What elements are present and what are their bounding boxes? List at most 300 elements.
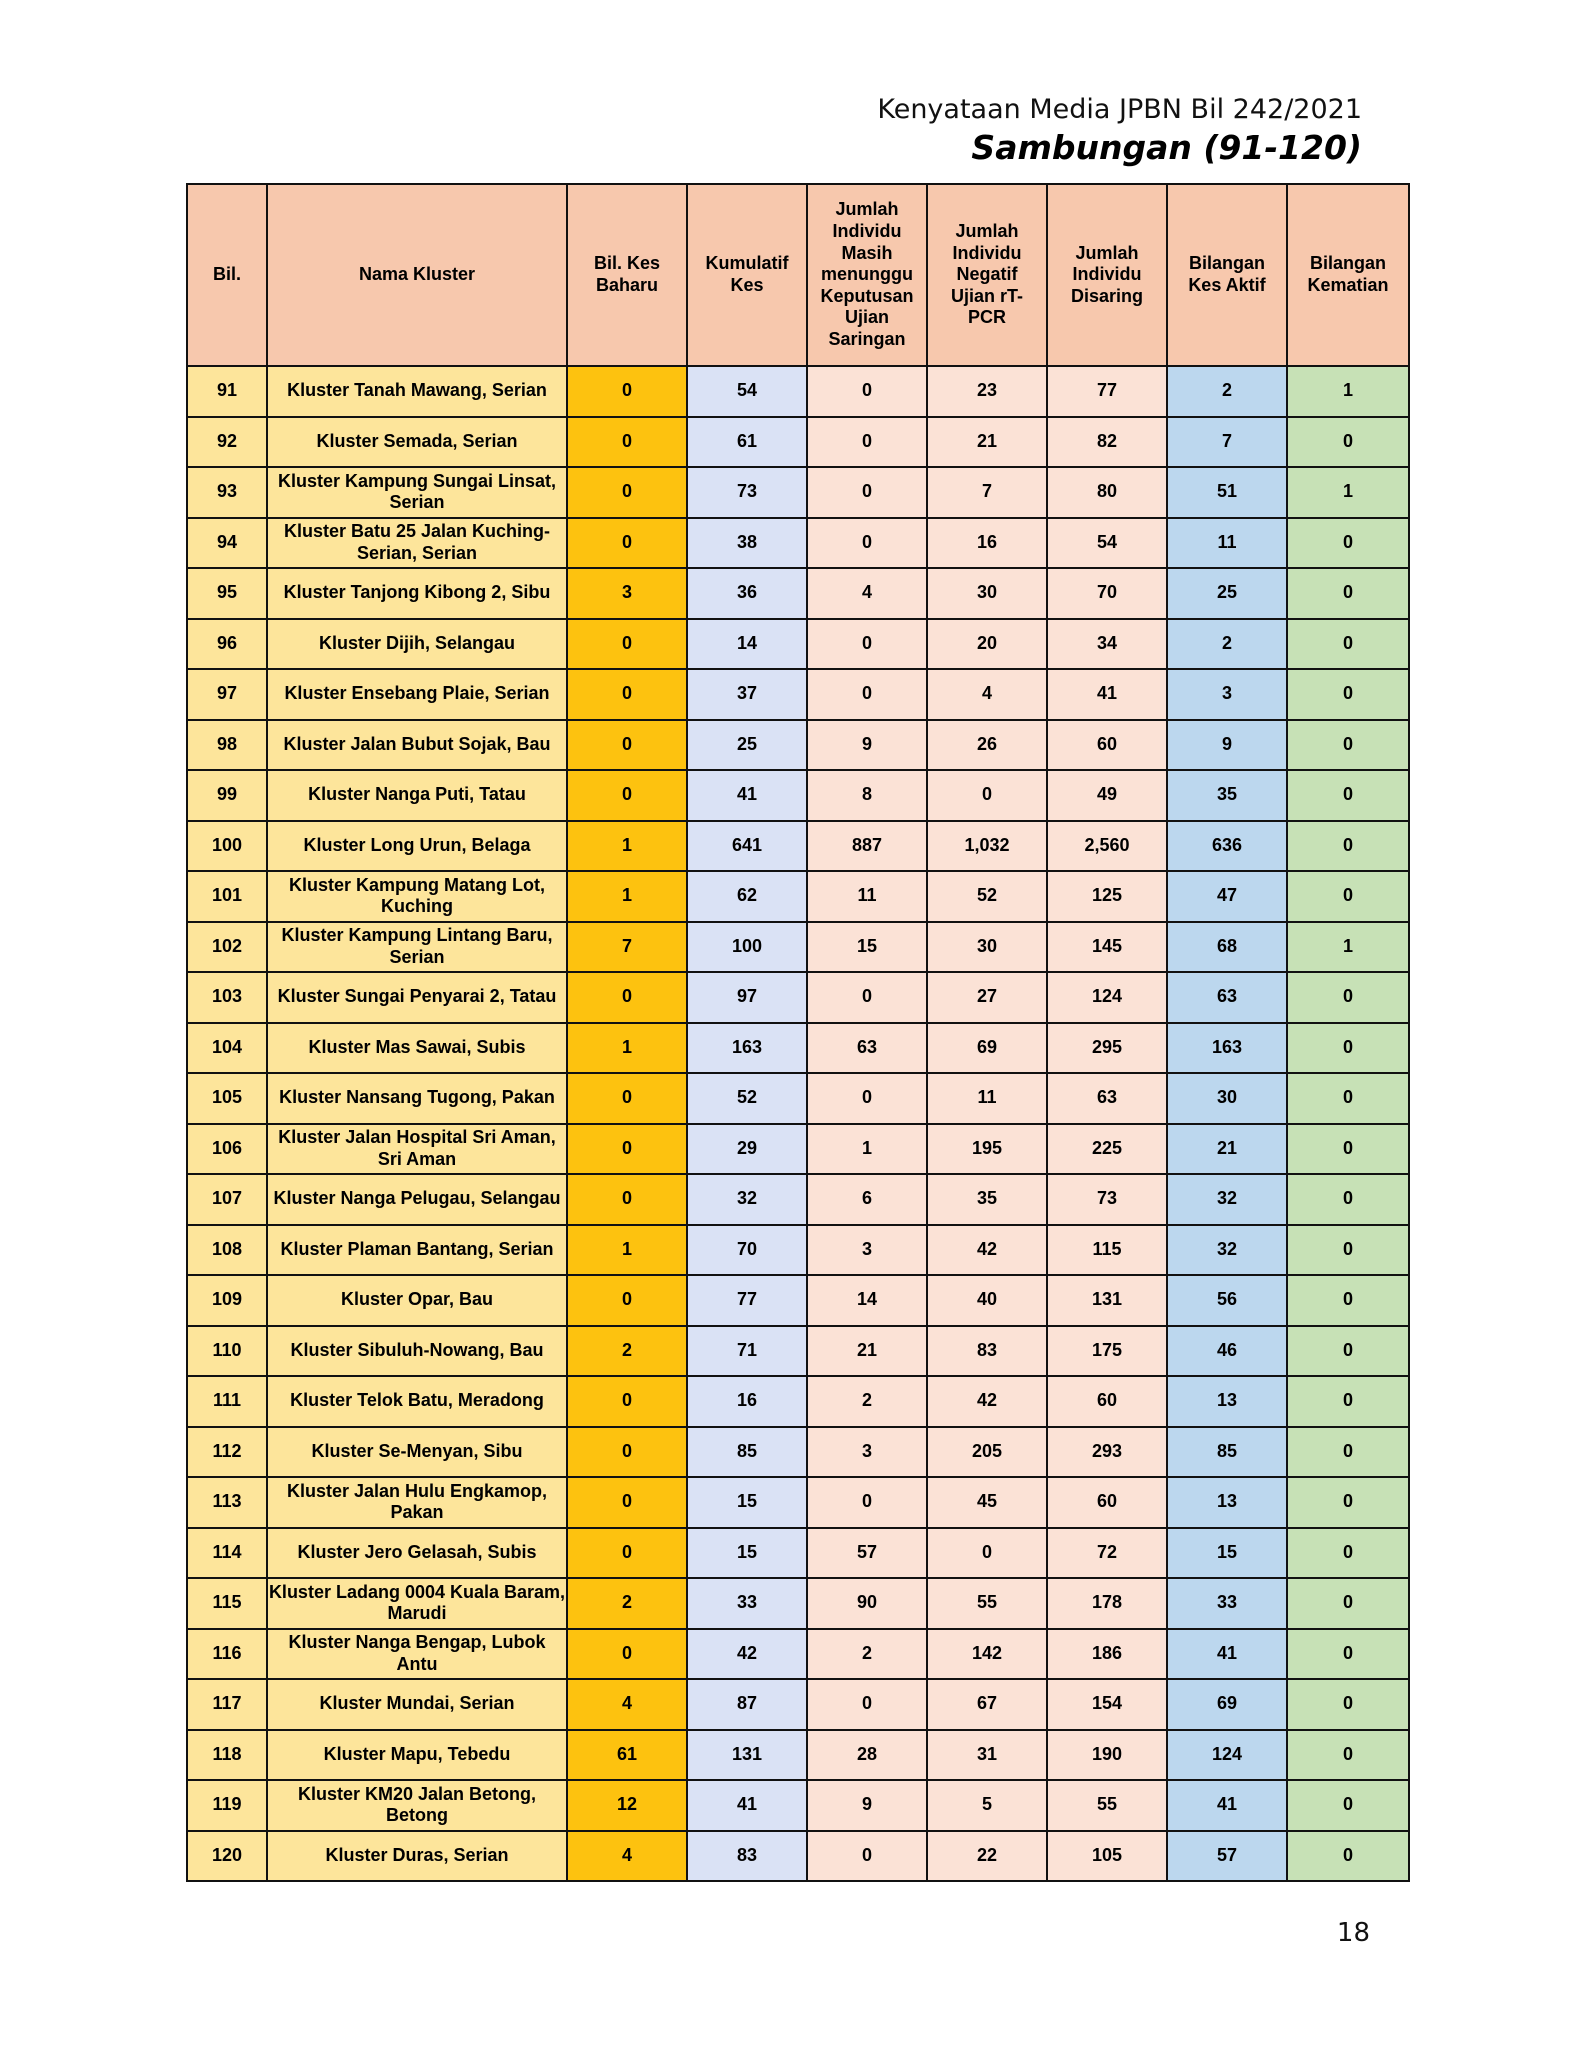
cell-bil: 119	[187, 1780, 267, 1831]
cell-kes-baharu: 0	[567, 1427, 687, 1478]
cell-disaring: 295	[1047, 1023, 1167, 1074]
cell-kes-baharu: 0	[567, 417, 687, 468]
cell-kumulatif-kes: 61	[687, 417, 807, 468]
cell-nama-kluster: Kluster Tanjong Kibong 2, Sibu	[267, 568, 567, 619]
cell-bil: 97	[187, 669, 267, 720]
cell-disaring: 77	[1047, 366, 1167, 417]
cell-kes-aktif: 51	[1167, 467, 1287, 518]
cell-kes-baharu: 1	[567, 1225, 687, 1276]
cell-kumulatif-kes: 15	[687, 1528, 807, 1579]
document-subtitle: Sambungan (91-120)	[971, 128, 1362, 167]
page-number: 18	[1336, 1918, 1370, 1948]
cell-negatif-rtpcr: 52	[927, 871, 1047, 922]
cell-kumulatif-kes: 100	[687, 922, 807, 973]
cell-kumulatif-kes: 37	[687, 669, 807, 720]
cell-disaring: 60	[1047, 1376, 1167, 1427]
cell-kes-baharu: 0	[567, 669, 687, 720]
cell-bil: 102	[187, 922, 267, 973]
cell-nama-kluster: Kluster Jero Gelasah, Subis	[267, 1528, 567, 1579]
cell-kes-aktif: 32	[1167, 1174, 1287, 1225]
cell-negatif-rtpcr: 83	[927, 1326, 1047, 1377]
cell-kes-aktif: 46	[1167, 1326, 1287, 1377]
cell-bil: 99	[187, 770, 267, 821]
cell-bil: 103	[187, 972, 267, 1023]
cell-kes-aktif: 2	[1167, 619, 1287, 670]
cell-kumulatif-kes: 42	[687, 1629, 807, 1680]
cell-kumulatif-kes: 62	[687, 871, 807, 922]
cell-kumulatif-kes: 41	[687, 1780, 807, 1831]
cell-disaring: 60	[1047, 720, 1167, 771]
cell-disaring: 73	[1047, 1174, 1167, 1225]
column-header-kes-baharu: Bil. Kes Baharu	[567, 184, 687, 366]
cell-kematian: 0	[1287, 1730, 1409, 1781]
cell-disaring: 72	[1047, 1528, 1167, 1579]
cell-kes-baharu: 2	[567, 1578, 687, 1629]
cell-menunggu-keputusan: 2	[807, 1376, 927, 1427]
table-row	[187, 1427, 1409, 1478]
cell-negatif-rtpcr: 45	[927, 1477, 1047, 1528]
cell-kematian: 0	[1287, 1376, 1409, 1427]
cell-negatif-rtpcr: 7	[927, 467, 1047, 518]
cell-kes-aktif: 30	[1167, 1073, 1287, 1124]
table-row	[187, 669, 1409, 720]
cell-kes-aktif: 85	[1167, 1427, 1287, 1478]
cell-bil: 107	[187, 1174, 267, 1225]
cell-nama-kluster: Kluster Se-Menyan, Sibu	[267, 1427, 567, 1478]
cell-kes-baharu: 0	[567, 972, 687, 1023]
cell-menunggu-keputusan: 0	[807, 619, 927, 670]
cell-kematian: 0	[1287, 1578, 1409, 1629]
cell-nama-kluster: Kluster Mapu, Tebedu	[267, 1730, 567, 1781]
cell-nama-kluster: Kluster Nanga Bengap, Lubok Antu	[267, 1629, 567, 1680]
cell-disaring: 70	[1047, 568, 1167, 619]
cell-nama-kluster: Kluster Kampung Lintang Baru, Serian	[267, 922, 567, 973]
cell-kematian: 0	[1287, 1629, 1409, 1680]
cell-kes-aktif: 32	[1167, 1225, 1287, 1276]
table-row	[187, 770, 1409, 821]
table-row	[187, 1124, 1409, 1175]
cell-kes-aktif: 13	[1167, 1477, 1287, 1528]
cell-kematian: 0	[1287, 1326, 1409, 1377]
cell-kumulatif-kes: 73	[687, 467, 807, 518]
cell-nama-kluster: Kluster Kampung Sungai Linsat, Serian	[267, 467, 567, 518]
cell-kematian: 0	[1287, 1174, 1409, 1225]
cell-nama-kluster: Kluster Nanga Pelugau, Selangau	[267, 1174, 567, 1225]
cell-kes-aktif: 56	[1167, 1275, 1287, 1326]
cell-nama-kluster: Kluster Batu 25 Jalan Kuching-Serian, Serian	[267, 518, 567, 569]
column-header-nama-kluster: Nama Kluster	[267, 184, 567, 366]
cell-kes-baharu: 0	[567, 1376, 687, 1427]
cell-kes-baharu: 61	[567, 1730, 687, 1781]
cell-nama-kluster: Kluster Long Urun, Belaga	[267, 821, 567, 872]
cell-bil: 120	[187, 1831, 267, 1882]
cell-disaring: 125	[1047, 871, 1167, 922]
cluster-table	[186, 183, 1410, 1882]
cell-kematian: 0	[1287, 821, 1409, 872]
cell-disaring: 186	[1047, 1629, 1167, 1680]
table-row	[187, 1275, 1409, 1326]
cell-nama-kluster: Kluster Plaman Bantang, Serian	[267, 1225, 567, 1276]
cell-nama-kluster: Kluster Opar, Bau	[267, 1275, 567, 1326]
cell-negatif-rtpcr: 1,032	[927, 821, 1047, 872]
cell-kematian: 0	[1287, 1831, 1409, 1882]
cell-menunggu-keputusan: 0	[807, 1679, 927, 1730]
cell-disaring: 131	[1047, 1275, 1167, 1326]
cell-menunggu-keputusan: 0	[807, 1073, 927, 1124]
table-row	[187, 1225, 1409, 1276]
cell-kes-baharu: 1	[567, 821, 687, 872]
cell-nama-kluster: Kluster Jalan Hospital Sri Aman, Sri Aman	[267, 1124, 567, 1175]
cell-bil: 100	[187, 821, 267, 872]
cell-disaring: 145	[1047, 922, 1167, 973]
cell-kes-baharu: 0	[567, 1629, 687, 1680]
cell-disaring: 105	[1047, 1831, 1167, 1882]
cell-menunggu-keputusan: 0	[807, 1831, 927, 1882]
cell-bil: 118	[187, 1730, 267, 1781]
cell-negatif-rtpcr: 11	[927, 1073, 1047, 1124]
column-header-negatif-rtpcr: Jumlah Individu Negatif Ujian rT-PCR	[927, 184, 1047, 366]
cell-kes-aktif: 124	[1167, 1730, 1287, 1781]
cell-bil: 96	[187, 619, 267, 670]
table-row	[187, 619, 1409, 670]
cell-kematian: 0	[1287, 1275, 1409, 1326]
table-row	[187, 972, 1409, 1023]
cell-kes-aktif: 11	[1167, 518, 1287, 569]
cell-negatif-rtpcr: 30	[927, 568, 1047, 619]
table-row	[187, 1023, 1409, 1074]
cell-kes-baharu: 0	[567, 619, 687, 670]
cell-menunggu-keputusan: 4	[807, 568, 927, 619]
cell-negatif-rtpcr: 31	[927, 1730, 1047, 1781]
cell-menunggu-keputusan: 21	[807, 1326, 927, 1377]
cell-kumulatif-kes: 52	[687, 1073, 807, 1124]
cell-disaring: 55	[1047, 1780, 1167, 1831]
table-row	[187, 518, 1409, 569]
cell-bil: 116	[187, 1629, 267, 1680]
cell-nama-kluster: Kluster Mas Sawai, Subis	[267, 1023, 567, 1074]
cell-kematian: 0	[1287, 568, 1409, 619]
cell-kumulatif-kes: 77	[687, 1275, 807, 1326]
table-row	[187, 1730, 1409, 1781]
table-row	[187, 922, 1409, 973]
cell-kes-aktif: 68	[1167, 922, 1287, 973]
cell-kematian: 0	[1287, 1225, 1409, 1276]
cell-kes-baharu: 1	[567, 1023, 687, 1074]
table-header-row	[187, 184, 1409, 366]
cell-kematian: 0	[1287, 770, 1409, 821]
cell-kes-baharu: 0	[567, 1477, 687, 1528]
cell-kumulatif-kes: 97	[687, 972, 807, 1023]
cell-kes-aktif: 57	[1167, 1831, 1287, 1882]
cell-kumulatif-kes: 14	[687, 619, 807, 670]
cell-kematian: 0	[1287, 1073, 1409, 1124]
cell-menunggu-keputusan: 2	[807, 1629, 927, 1680]
cell-disaring: 225	[1047, 1124, 1167, 1175]
cell-menunggu-keputusan: 0	[807, 669, 927, 720]
cell-negatif-rtpcr: 0	[927, 770, 1047, 821]
cell-disaring: 293	[1047, 1427, 1167, 1478]
cell-kes-baharu: 7	[567, 922, 687, 973]
cell-kes-baharu: 0	[567, 467, 687, 518]
column-header-menunggu-keputusan: Jumlah Individu Masih menunggu Keputusan Ujian Saringan	[807, 184, 927, 366]
cell-negatif-rtpcr: 40	[927, 1275, 1047, 1326]
cell-nama-kluster: Kluster Sungai Penyarai 2, Tatau	[267, 972, 567, 1023]
cell-disaring: 41	[1047, 669, 1167, 720]
cell-disaring: 190	[1047, 1730, 1167, 1781]
cell-kumulatif-kes: 54	[687, 366, 807, 417]
cell-kes-baharu: 0	[567, 1124, 687, 1175]
cell-negatif-rtpcr: 67	[927, 1679, 1047, 1730]
cell-kes-baharu: 4	[567, 1831, 687, 1882]
cell-menunggu-keputusan: 9	[807, 720, 927, 771]
cell-kumulatif-kes: 16	[687, 1376, 807, 1427]
cell-disaring: 80	[1047, 467, 1167, 518]
cell-menunggu-keputusan: 0	[807, 1477, 927, 1528]
cell-kes-aktif: 3	[1167, 669, 1287, 720]
cell-kes-baharu: 3	[567, 568, 687, 619]
cell-kes-baharu: 0	[567, 1073, 687, 1124]
cell-kematian: 0	[1287, 871, 1409, 922]
cell-negatif-rtpcr: 5	[927, 1780, 1047, 1831]
cell-kes-aktif: 163	[1167, 1023, 1287, 1074]
cell-kes-baharu: 12	[567, 1780, 687, 1831]
cell-kematian: 0	[1287, 720, 1409, 771]
cell-kematian: 0	[1287, 1679, 1409, 1730]
cell-negatif-rtpcr: 55	[927, 1578, 1047, 1629]
cell-kematian: 0	[1287, 1528, 1409, 1579]
cell-bil: 109	[187, 1275, 267, 1326]
table-row	[187, 1376, 1409, 1427]
cell-kes-baharu: 0	[567, 770, 687, 821]
cell-kes-aktif: 41	[1167, 1780, 1287, 1831]
table-row	[187, 1679, 1409, 1730]
cell-negatif-rtpcr: 142	[927, 1629, 1047, 1680]
table-row	[187, 568, 1409, 619]
cell-kes-aktif: 2	[1167, 366, 1287, 417]
cell-disaring: 49	[1047, 770, 1167, 821]
cell-bil: 92	[187, 417, 267, 468]
cell-kumulatif-kes: 29	[687, 1124, 807, 1175]
cell-disaring: 34	[1047, 619, 1167, 670]
table-row	[187, 1831, 1409, 1882]
cell-kumulatif-kes: 33	[687, 1578, 807, 1629]
cell-kes-baharu: 0	[567, 1275, 687, 1326]
cell-negatif-rtpcr: 35	[927, 1174, 1047, 1225]
table-row	[187, 1629, 1409, 1680]
cell-bil: 94	[187, 518, 267, 569]
table-row	[187, 417, 1409, 468]
cell-menunggu-keputusan: 57	[807, 1528, 927, 1579]
cell-kes-aktif: 25	[1167, 568, 1287, 619]
cell-menunggu-keputusan: 1	[807, 1124, 927, 1175]
cell-bil: 115	[187, 1578, 267, 1629]
cell-disaring: 178	[1047, 1578, 1167, 1629]
cell-kes-baharu: 0	[567, 1174, 687, 1225]
cell-negatif-rtpcr: 16	[927, 518, 1047, 569]
cell-kes-aktif: 15	[1167, 1528, 1287, 1579]
cell-menunggu-keputusan: 11	[807, 871, 927, 922]
cell-menunggu-keputusan: 0	[807, 417, 927, 468]
cell-nama-kluster: Kluster Sibuluh-Nowang, Bau	[267, 1326, 567, 1377]
cell-kes-baharu: 2	[567, 1326, 687, 1377]
cell-nama-kluster: Kluster Jalan Hulu Engkamop, Pakan	[267, 1477, 567, 1528]
cell-nama-kluster: Kluster Tanah Mawang, Serian	[267, 366, 567, 417]
cell-kematian: 0	[1287, 1477, 1409, 1528]
cell-disaring: 154	[1047, 1679, 1167, 1730]
cell-kumulatif-kes: 36	[687, 568, 807, 619]
cell-bil: 112	[187, 1427, 267, 1478]
cell-negatif-rtpcr: 42	[927, 1225, 1047, 1276]
document-reference: Kenyataan Media JPBN Bil 242/2021	[877, 94, 1362, 125]
cell-kes-aktif: 35	[1167, 770, 1287, 821]
cell-kes-aktif: 63	[1167, 972, 1287, 1023]
cell-kes-baharu: 1	[567, 871, 687, 922]
cell-menunggu-keputusan: 3	[807, 1427, 927, 1478]
cell-kumulatif-kes: 32	[687, 1174, 807, 1225]
cell-kumulatif-kes: 83	[687, 1831, 807, 1882]
table-row	[187, 1174, 1409, 1225]
table-row	[187, 821, 1409, 872]
column-header-kes-aktif: Bilangan Kes Aktif	[1167, 184, 1287, 366]
cell-kes-aktif: 636	[1167, 821, 1287, 872]
table-row	[187, 720, 1409, 771]
cell-kumulatif-kes: 41	[687, 770, 807, 821]
cell-negatif-rtpcr: 205	[927, 1427, 1047, 1478]
cell-nama-kluster: Kluster Dijih, Selangau	[267, 619, 567, 670]
cell-bil: 93	[187, 467, 267, 518]
cell-kumulatif-kes: 15	[687, 1477, 807, 1528]
table-row	[187, 1477, 1409, 1528]
cell-kumulatif-kes: 131	[687, 1730, 807, 1781]
cell-negatif-rtpcr: 20	[927, 619, 1047, 670]
cell-menunggu-keputusan: 887	[807, 821, 927, 872]
cell-kematian: 1	[1287, 366, 1409, 417]
cell-kes-aktif: 69	[1167, 1679, 1287, 1730]
cell-disaring: 82	[1047, 417, 1167, 468]
cell-bil: 101	[187, 871, 267, 922]
cell-kes-baharu: 0	[567, 518, 687, 569]
cell-negatif-rtpcr: 30	[927, 922, 1047, 973]
cell-kumulatif-kes: 641	[687, 821, 807, 872]
cell-kes-baharu: 4	[567, 1679, 687, 1730]
cell-negatif-rtpcr: 195	[927, 1124, 1047, 1175]
cell-kematian: 0	[1287, 669, 1409, 720]
cell-kematian: 0	[1287, 1124, 1409, 1175]
cell-kematian: 0	[1287, 1023, 1409, 1074]
cell-nama-kluster: Kluster Nansang Tugong, Pakan	[267, 1073, 567, 1124]
table-row	[187, 1780, 1409, 1831]
cell-kematian: 0	[1287, 1780, 1409, 1831]
cell-nama-kluster: Kluster Semada, Serian	[267, 417, 567, 468]
cell-kes-baharu: 0	[567, 1528, 687, 1579]
cell-nama-kluster: Kluster Mundai, Serian	[267, 1679, 567, 1730]
table-row	[187, 1073, 1409, 1124]
cell-kes-aktif: 13	[1167, 1376, 1287, 1427]
cell-nama-kluster: Kluster Ladang 0004 Kuala Baram, Marudi	[267, 1578, 567, 1629]
cell-negatif-rtpcr: 69	[927, 1023, 1047, 1074]
column-header-disaring: Jumlah Individu Disaring	[1047, 184, 1167, 366]
cell-menunggu-keputusan: 8	[807, 770, 927, 821]
cell-negatif-rtpcr: 42	[927, 1376, 1047, 1427]
cell-nama-kluster: Kluster Ensebang Plaie, Serian	[267, 669, 567, 720]
cell-menunggu-keputusan: 63	[807, 1023, 927, 1074]
cell-kumulatif-kes: 163	[687, 1023, 807, 1074]
cell-negatif-rtpcr: 22	[927, 1831, 1047, 1882]
cell-menunggu-keputusan: 0	[807, 366, 927, 417]
cell-negatif-rtpcr: 4	[927, 669, 1047, 720]
column-header-bil: Bil.	[187, 184, 267, 366]
cell-nama-kluster: Kluster Duras, Serian	[267, 1831, 567, 1882]
cell-menunggu-keputusan: 14	[807, 1275, 927, 1326]
table-body	[187, 366, 1409, 1881]
cell-bil: 111	[187, 1376, 267, 1427]
cell-nama-kluster: Kluster KM20 Jalan Betong, Betong	[267, 1780, 567, 1831]
cell-disaring: 54	[1047, 518, 1167, 569]
cell-kumulatif-kes: 25	[687, 720, 807, 771]
cell-menunggu-keputusan: 90	[807, 1578, 927, 1629]
cell-kumulatif-kes: 70	[687, 1225, 807, 1276]
cell-menunggu-keputusan: 3	[807, 1225, 927, 1276]
cell-negatif-rtpcr: 0	[927, 1528, 1047, 1579]
cell-kes-aktif: 21	[1167, 1124, 1287, 1175]
table-row	[187, 366, 1409, 417]
cell-disaring: 63	[1047, 1073, 1167, 1124]
cell-menunggu-keputusan: 9	[807, 1780, 927, 1831]
column-header-kematian: Bilangan Kematian	[1287, 184, 1409, 366]
cell-kes-aktif: 47	[1167, 871, 1287, 922]
cell-bil: 95	[187, 568, 267, 619]
cell-disaring: 175	[1047, 1326, 1167, 1377]
column-header-kumulatif-kes: Kumulatif Kes	[687, 184, 807, 366]
cell-bil: 114	[187, 1528, 267, 1579]
table-row	[187, 467, 1409, 518]
cell-kes-aktif: 7	[1167, 417, 1287, 468]
cell-disaring: 124	[1047, 972, 1167, 1023]
table-row	[187, 1578, 1409, 1629]
table-row	[187, 871, 1409, 922]
cell-disaring: 115	[1047, 1225, 1167, 1276]
cell-negatif-rtpcr: 26	[927, 720, 1047, 771]
cell-nama-kluster: Kluster Kampung Matang Lot, Kuching	[267, 871, 567, 922]
cell-kematian: 0	[1287, 417, 1409, 468]
cell-kematian: 0	[1287, 1427, 1409, 1478]
cell-nama-kluster: Kluster Nanga Puti, Tatau	[267, 770, 567, 821]
cell-kematian: 0	[1287, 972, 1409, 1023]
table-row	[187, 1326, 1409, 1377]
cell-kematian: 1	[1287, 467, 1409, 518]
cell-bil: 113	[187, 1477, 267, 1528]
cell-nama-kluster: Kluster Telok Batu, Meradong	[267, 1376, 567, 1427]
cell-disaring: 60	[1047, 1477, 1167, 1528]
cell-menunggu-keputusan: 0	[807, 467, 927, 518]
cell-menunggu-keputusan: 0	[807, 972, 927, 1023]
cell-bil: 108	[187, 1225, 267, 1276]
cell-bil: 106	[187, 1124, 267, 1175]
cell-bil: 98	[187, 720, 267, 771]
table-row	[187, 1528, 1409, 1579]
cell-bil: 110	[187, 1326, 267, 1377]
cell-bil: 105	[187, 1073, 267, 1124]
cell-kumulatif-kes: 71	[687, 1326, 807, 1377]
cell-menunggu-keputusan: 6	[807, 1174, 927, 1225]
cell-menunggu-keputusan: 15	[807, 922, 927, 973]
cell-negatif-rtpcr: 23	[927, 366, 1047, 417]
cell-kes-aktif: 33	[1167, 1578, 1287, 1629]
cell-kes-baharu: 0	[567, 366, 687, 417]
cell-kematian: 0	[1287, 518, 1409, 569]
cell-kes-baharu: 0	[567, 720, 687, 771]
cell-menunggu-keputusan: 0	[807, 518, 927, 569]
